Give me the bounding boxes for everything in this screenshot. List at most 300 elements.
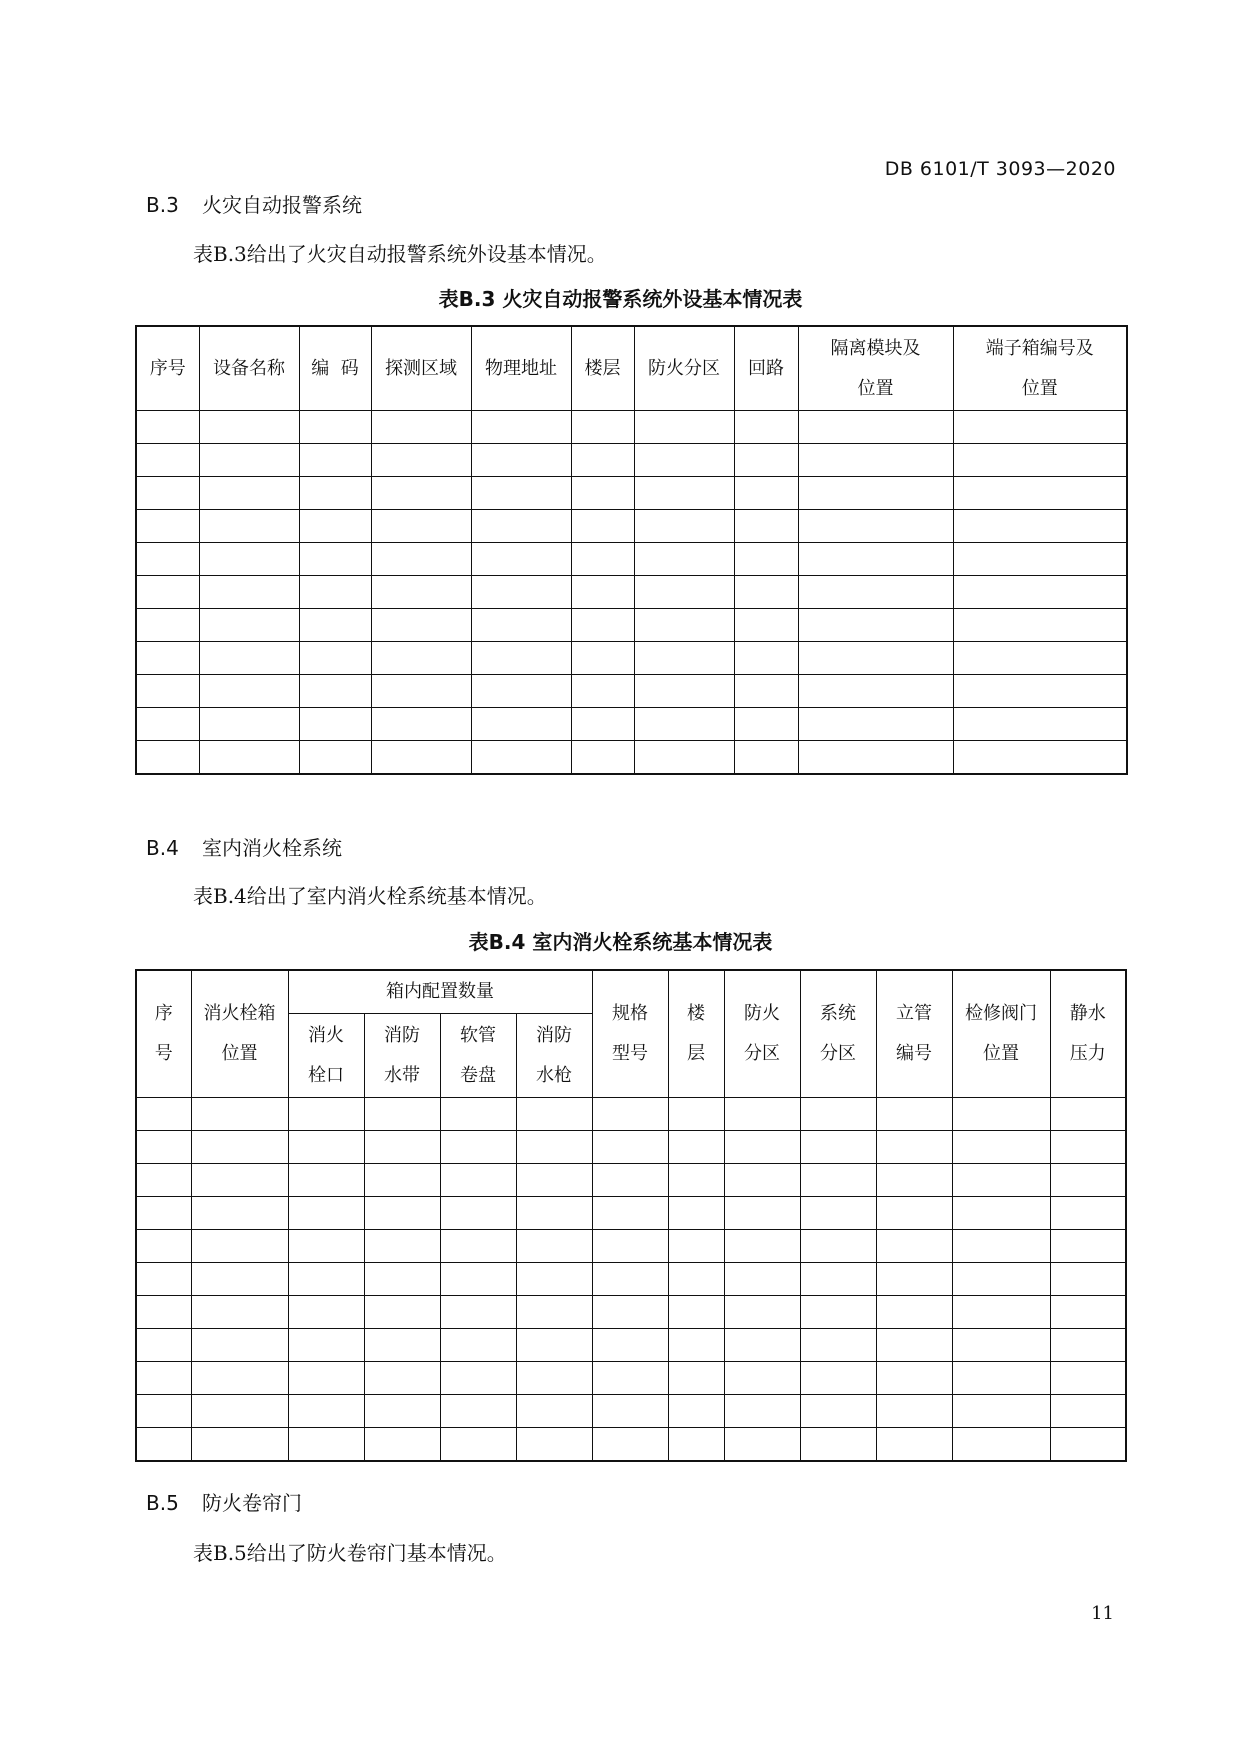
table-cell	[724, 1395, 800, 1428]
table-cell	[471, 708, 571, 741]
table-cell	[191, 1329, 288, 1362]
table-cell	[634, 741, 734, 775]
table-cell	[1050, 1428, 1126, 1462]
table-cell	[364, 1296, 440, 1329]
table-cell	[136, 1296, 191, 1329]
table-cell	[634, 609, 734, 642]
table-cell	[288, 1197, 364, 1230]
table-cell	[800, 1164, 876, 1197]
table-cell	[952, 1428, 1050, 1462]
table-cell	[1050, 1329, 1126, 1362]
table-cell	[734, 543, 798, 576]
table-cell	[571, 543, 634, 576]
table-cell	[668, 1263, 724, 1296]
col-header: 消火栓箱 位置	[191, 970, 288, 1098]
table-cell	[136, 543, 199, 576]
col-header: 消防 水枪	[516, 1014, 592, 1098]
table-cell	[634, 444, 734, 477]
table-cell	[876, 1395, 952, 1428]
table-cell	[668, 1329, 724, 1362]
table-cell	[471, 675, 571, 708]
table-cell	[798, 411, 953, 444]
table-cell	[516, 1329, 592, 1362]
table-cell	[199, 708, 299, 741]
table-cell	[288, 1263, 364, 1296]
table-cell	[876, 1362, 952, 1395]
section-number: B.5	[146, 1491, 179, 1515]
table-cell	[734, 576, 798, 609]
table-cell	[800, 1098, 876, 1131]
table-cell	[1050, 1362, 1126, 1395]
table-cell	[876, 1230, 952, 1263]
table-cell	[668, 1164, 724, 1197]
table-cell	[634, 510, 734, 543]
col-header: 防火分区	[634, 326, 734, 411]
table-cell	[1050, 1197, 1126, 1230]
section-title: 室内消火栓系统	[202, 836, 342, 860]
table-cell	[299, 642, 371, 675]
table-cell	[668, 1428, 724, 1462]
table-row	[136, 741, 1127, 775]
table-cell	[440, 1362, 516, 1395]
table-cell	[199, 609, 299, 642]
col-header: 回路	[734, 326, 798, 411]
table-row	[136, 1329, 1126, 1362]
table-cell	[571, 411, 634, 444]
table-cell	[471, 609, 571, 642]
table-cell	[288, 1329, 364, 1362]
table-row	[136, 1296, 1126, 1329]
table-cell	[634, 411, 734, 444]
table-cell	[592, 1362, 668, 1395]
table-cell	[516, 1428, 592, 1462]
table-cell	[299, 675, 371, 708]
table-cell	[571, 642, 634, 675]
paragraph-b3: 表B.3给出了火灾自动报警系统外设基本情况。	[193, 242, 607, 266]
table-cell	[288, 1098, 364, 1131]
table-cell	[953, 444, 1127, 477]
table-cell	[199, 675, 299, 708]
table-row	[136, 411, 1127, 444]
table-cell	[668, 1098, 724, 1131]
table-cell	[191, 1263, 288, 1296]
group-header: 箱内配置数量	[288, 970, 592, 1014]
table-cell	[364, 1197, 440, 1230]
table-cell	[800, 1296, 876, 1329]
table-cell	[471, 642, 571, 675]
table-cell	[798, 642, 953, 675]
table-cell	[288, 1230, 364, 1263]
table-cell	[199, 741, 299, 775]
table-row	[136, 477, 1127, 510]
table-cell	[953, 609, 1127, 642]
table-cell	[952, 1131, 1050, 1164]
table-cell	[440, 1263, 516, 1296]
table-cell	[876, 1263, 952, 1296]
table-cell	[1050, 1296, 1126, 1329]
table-cell	[1050, 1230, 1126, 1263]
table-cell	[571, 675, 634, 708]
table-cell	[592, 1329, 668, 1362]
table-cell	[199, 543, 299, 576]
table-cell	[798, 708, 953, 741]
table-cell	[440, 1395, 516, 1428]
table-cell	[199, 642, 299, 675]
table-cell	[1050, 1164, 1126, 1197]
table-cell	[798, 477, 953, 510]
table-cell	[516, 1362, 592, 1395]
table-cell	[199, 576, 299, 609]
table-cell	[800, 1362, 876, 1395]
table-cell	[800, 1329, 876, 1362]
table-cell	[440, 1428, 516, 1462]
table-cell	[724, 1263, 800, 1296]
table-cell	[634, 576, 734, 609]
table-cell	[471, 477, 571, 510]
table-cell	[592, 1263, 668, 1296]
table-cell	[952, 1230, 1050, 1263]
table-row	[136, 1197, 1126, 1230]
table-row	[136, 708, 1127, 741]
section-title: 火灾自动报警系统	[202, 193, 362, 217]
table-cell	[440, 1230, 516, 1263]
table-header-row	[136, 970, 1126, 1014]
table-cell	[800, 1197, 876, 1230]
table-cell	[136, 1230, 191, 1263]
table-cell	[471, 741, 571, 775]
table-cell	[571, 444, 634, 477]
table-cell	[734, 609, 798, 642]
table-cell	[798, 510, 953, 543]
table-cell	[734, 477, 798, 510]
table-cell	[516, 1296, 592, 1329]
table-cell	[199, 510, 299, 543]
table-cell	[136, 1164, 191, 1197]
table-cell	[299, 576, 371, 609]
col-header: 端子箱编号及 位置	[953, 326, 1127, 411]
table-cell	[724, 1329, 800, 1362]
table-cell	[371, 576, 471, 609]
table-cell	[199, 477, 299, 510]
table-cell	[1050, 1131, 1126, 1164]
table-cell	[299, 411, 371, 444]
table-row	[136, 543, 1127, 576]
table-cell	[136, 1197, 191, 1230]
table-cell	[571, 576, 634, 609]
table-row	[136, 444, 1127, 477]
table-cell	[136, 1362, 191, 1395]
section-heading-b4	[146, 832, 342, 861]
table-cell	[136, 1131, 191, 1164]
table-cell	[798, 444, 953, 477]
table-cell	[734, 444, 798, 477]
section-title: 防火卷帘门	[202, 1491, 302, 1515]
table-cell	[364, 1098, 440, 1131]
table-cell	[471, 444, 571, 477]
table-cell	[592, 1164, 668, 1197]
col-header: 检修阀门 位置	[952, 970, 1050, 1098]
table-cell	[471, 543, 571, 576]
table-cell	[364, 1362, 440, 1395]
table-cell	[952, 1362, 1050, 1395]
table-cell	[634, 642, 734, 675]
table-cell	[734, 741, 798, 775]
table-cell	[1050, 1263, 1126, 1296]
table-cell	[571, 609, 634, 642]
col-header: 序 号	[136, 970, 191, 1098]
table-cell	[953, 741, 1127, 775]
table-cell	[592, 1296, 668, 1329]
table-cell	[876, 1296, 952, 1329]
table-cell	[299, 609, 371, 642]
table-title-b4: 表B.4 室内消火栓系统基本情况表	[468, 930, 773, 954]
table-cell	[592, 1098, 668, 1131]
table-cell	[724, 1197, 800, 1230]
table-cell	[199, 411, 299, 444]
table-cell	[953, 477, 1127, 510]
table-cell	[136, 576, 199, 609]
table-cell	[371, 444, 471, 477]
table-cell	[471, 576, 571, 609]
table-cell	[191, 1428, 288, 1462]
table-cell	[136, 741, 199, 775]
table-row	[136, 1395, 1126, 1428]
table-cell	[592, 1395, 668, 1428]
table-cell	[136, 510, 199, 543]
table-cell	[371, 741, 471, 775]
table-cell	[364, 1164, 440, 1197]
table-cell	[668, 1197, 724, 1230]
table-cell	[953, 708, 1127, 741]
table-cell	[734, 642, 798, 675]
table-cell	[734, 675, 798, 708]
table-cell	[440, 1296, 516, 1329]
table-cell	[191, 1098, 288, 1131]
table-cell	[953, 576, 1127, 609]
table-cell	[876, 1131, 952, 1164]
section-number: B.4	[146, 836, 179, 860]
table-cell	[952, 1329, 1050, 1362]
col-header: 立管 编号	[876, 970, 952, 1098]
table-cell	[634, 708, 734, 741]
table-title-b3: 表B.3 火灾自动报警系统外设基本情况表	[438, 287, 803, 311]
table-cell	[371, 708, 471, 741]
table-cell	[516, 1164, 592, 1197]
table-cell	[516, 1395, 592, 1428]
table-cell	[471, 411, 571, 444]
table-cell	[299, 477, 371, 510]
col-header: 序号	[136, 326, 199, 411]
table-cell	[288, 1428, 364, 1462]
table-cell	[952, 1263, 1050, 1296]
table-cell	[1050, 1098, 1126, 1131]
table-cell	[953, 642, 1127, 675]
table-cell	[634, 543, 734, 576]
table-row	[136, 675, 1127, 708]
table-cell	[136, 411, 199, 444]
col-header: 楼 层	[668, 970, 724, 1098]
table-cell	[299, 510, 371, 543]
table-cell	[136, 609, 199, 642]
table-cell	[668, 1131, 724, 1164]
col-header: 规格 型号	[592, 970, 668, 1098]
table-cell	[592, 1197, 668, 1230]
table-cell	[136, 1428, 191, 1462]
table-row	[136, 510, 1127, 543]
col-header: 隔离模块及 位置	[798, 326, 953, 411]
table-cell	[876, 1329, 952, 1362]
table-cell	[136, 1395, 191, 1428]
table-row	[136, 1164, 1126, 1197]
table-row	[136, 1428, 1126, 1462]
table-cell	[876, 1197, 952, 1230]
table-cell	[371, 609, 471, 642]
table-cell	[724, 1131, 800, 1164]
document-id: DB 6101/T 3093—2020	[884, 158, 1116, 180]
col-header: 防火 分区	[724, 970, 800, 1098]
table-cell	[371, 411, 471, 444]
table-cell	[571, 741, 634, 775]
table-cell	[136, 675, 199, 708]
table-cell	[371, 642, 471, 675]
table-cell	[668, 1230, 724, 1263]
table-cell	[440, 1329, 516, 1362]
table-cell	[798, 675, 953, 708]
table-cell	[516, 1131, 592, 1164]
table-cell	[668, 1395, 724, 1428]
col-header: 楼层	[571, 326, 634, 411]
table-cell	[299, 543, 371, 576]
table-cell	[364, 1230, 440, 1263]
table-row	[136, 576, 1127, 609]
table-cell	[592, 1131, 668, 1164]
table-cell	[288, 1296, 364, 1329]
table-cell	[371, 543, 471, 576]
table-cell	[440, 1164, 516, 1197]
table-cell	[734, 411, 798, 444]
table-cell	[191, 1296, 288, 1329]
table-cell	[798, 576, 953, 609]
table-cell	[800, 1428, 876, 1462]
table-cell	[191, 1230, 288, 1263]
section-number: B.3	[146, 193, 179, 217]
table-cell	[668, 1362, 724, 1395]
section-heading-b3	[146, 189, 362, 218]
table-cell	[634, 675, 734, 708]
page-number: 11	[1091, 1603, 1114, 1624]
table-cell	[136, 477, 199, 510]
table-cell	[371, 675, 471, 708]
table-cell	[516, 1197, 592, 1230]
table-cell	[734, 708, 798, 741]
table-cell	[724, 1428, 800, 1462]
col-header: 静水 压力	[1050, 970, 1126, 1098]
table-cell	[440, 1098, 516, 1131]
table-b3	[135, 325, 1128, 775]
table-cell	[136, 1329, 191, 1362]
table-cell	[724, 1296, 800, 1329]
table-cell	[571, 708, 634, 741]
table-cell	[288, 1131, 364, 1164]
table-cell	[299, 741, 371, 775]
table-cell	[724, 1098, 800, 1131]
table-cell	[471, 510, 571, 543]
table-row	[136, 1230, 1126, 1263]
table-cell	[953, 543, 1127, 576]
table-cell	[668, 1296, 724, 1329]
table-header-row	[136, 326, 1127, 411]
table-cell	[136, 1263, 191, 1296]
table-cell	[191, 1131, 288, 1164]
table-cell	[364, 1131, 440, 1164]
table-cell	[876, 1164, 952, 1197]
table-cell	[876, 1428, 952, 1462]
col-header: 物理地址	[471, 326, 571, 411]
table-cell	[299, 708, 371, 741]
table-cell	[800, 1131, 876, 1164]
table-cell	[136, 642, 199, 675]
table-cell	[371, 477, 471, 510]
table-cell	[592, 1230, 668, 1263]
table-cell	[191, 1362, 288, 1395]
table-cell	[299, 444, 371, 477]
table-cell	[952, 1197, 1050, 1230]
table-cell	[571, 510, 634, 543]
table-cell	[876, 1098, 952, 1131]
table-cell	[798, 543, 953, 576]
table-cell	[191, 1164, 288, 1197]
table-cell	[798, 741, 953, 775]
table-cell	[634, 477, 734, 510]
table-cell	[199, 444, 299, 477]
section-heading-b5	[146, 1487, 302, 1516]
table-cell	[724, 1230, 800, 1263]
table-row	[136, 1362, 1126, 1395]
table-cell	[516, 1230, 592, 1263]
paragraph-b5: 表B.5给出了防火卷帘门基本情况。	[193, 1541, 507, 1565]
table-cell	[724, 1164, 800, 1197]
col-header: 探测区域	[371, 326, 471, 411]
table-cell	[440, 1131, 516, 1164]
table-cell	[571, 477, 634, 510]
table-cell	[364, 1263, 440, 1296]
table-cell	[952, 1395, 1050, 1428]
table-cell	[724, 1362, 800, 1395]
table-row	[136, 609, 1127, 642]
table-cell	[734, 510, 798, 543]
table-cell	[288, 1395, 364, 1428]
col-header: 软管 卷盘	[440, 1014, 516, 1098]
table-cell	[800, 1230, 876, 1263]
table-cell	[191, 1197, 288, 1230]
table-cell	[516, 1098, 592, 1131]
col-header: 设备名称	[199, 326, 299, 411]
table-cell	[371, 510, 471, 543]
table-cell	[800, 1395, 876, 1428]
table-cell	[952, 1098, 1050, 1131]
col-header: 系统 分区	[800, 970, 876, 1098]
table-cell	[136, 708, 199, 741]
table-cell	[592, 1428, 668, 1462]
table-cell	[191, 1395, 288, 1428]
col-header: 编 码	[299, 326, 371, 411]
table-cell	[364, 1428, 440, 1462]
table-cell	[800, 1263, 876, 1296]
col-header: 消防 水带	[364, 1014, 440, 1098]
table-row	[136, 642, 1127, 675]
table-cell	[798, 609, 953, 642]
table-cell	[288, 1164, 364, 1197]
